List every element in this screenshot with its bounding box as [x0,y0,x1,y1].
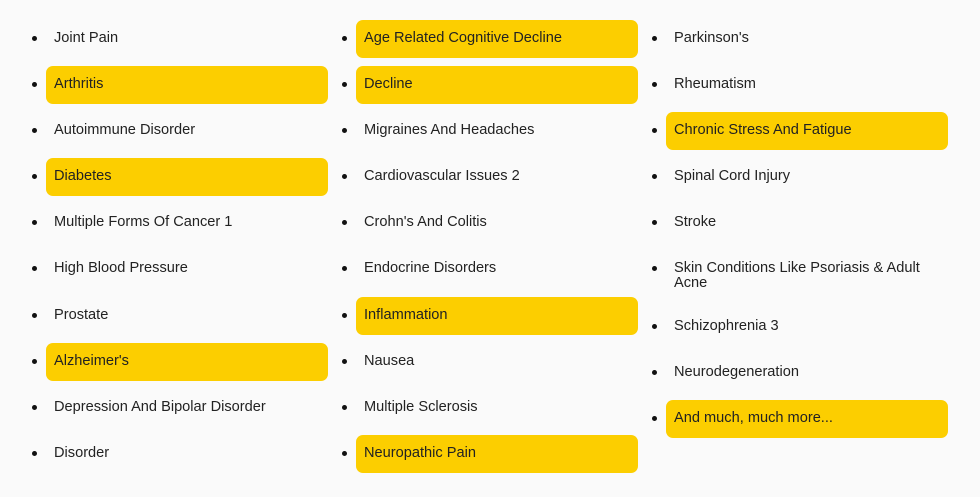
bullet-icon [342,313,347,318]
bullet-icon [342,36,347,41]
list-item-label: Age Related Cognitive Decline [364,30,562,46]
bullet-icon [342,220,347,225]
list-item [356,158,638,196]
list-item [356,112,638,150]
list-item [666,158,948,196]
bullet-icon [652,128,657,133]
bullet-icon [342,174,347,179]
bullet-icon [652,174,657,179]
list-item-label: Multiple Sclerosis [364,398,478,415]
bullet-icon [32,82,37,87]
list-item-label: Arthritis [54,76,104,93]
highlighted-list-item [356,297,638,335]
bullet-icon [342,359,347,364]
list-item-label: Multiple Forms Of Cancer 1 [54,214,233,231]
bullet-icon [652,82,657,87]
list-item [356,389,638,427]
bullet-icon [652,220,657,225]
list-item [666,204,948,242]
list-item-label: And much, much more... [674,409,833,426]
highlighted-list-item [46,66,328,104]
highlighted-list-item [356,66,638,104]
list-item-label: Joint Pain [54,30,119,46]
list-item-label: Inflammation [364,306,448,323]
list-item [666,20,948,58]
bullet-icon [32,313,37,318]
list-item-label: Alzheimer's [54,352,129,369]
list-item [356,343,638,381]
bullet-icon [342,266,347,271]
list-item-label: Decline [364,76,413,93]
list-item-label: Neurodegeneration [674,363,799,380]
highlighted-list-item [46,158,328,196]
list-item-label: Spinal Cord Injury [674,168,790,185]
list-item-label: Crohn's And Colitis [364,214,487,231]
bullet-icon [32,220,37,225]
list-item [46,389,328,427]
list-item-label: Chronic Stress And Fatigue [674,122,852,139]
highlighted-list-item [666,112,948,150]
bullet-icon [342,451,347,456]
highlighted-list-item [666,400,948,438]
bullet-icon [32,266,37,271]
list-item-label: Prostate [54,306,109,323]
bullet-icon [652,416,657,421]
bullet-icon [342,128,347,133]
bullet-icon [32,405,37,410]
list-item-label: Disorder [54,444,110,461]
condition-list-column-2 [356,20,638,481]
highlighted-list-item [46,343,328,381]
list-item-label: Depression And Bipolar Disorder [54,398,266,415]
list-item [356,204,638,242]
bullet-icon [32,128,37,133]
list-item [666,66,948,104]
highlighted-list-item [356,20,638,58]
list-item [46,250,328,288]
list-item-label: Skin Conditions Like Psoriasis & Adult Acne [674,260,920,292]
bullet-icon [652,266,657,271]
list-item-label: Neuropathic Pain [364,444,476,461]
list-item [666,250,948,299]
bullet-icon [32,359,37,364]
list-item [356,250,638,288]
bullet-icon [342,82,347,87]
highlighted-list-item [356,435,638,473]
list-item [46,297,328,335]
bullet-icon [32,36,37,41]
list-item [666,308,948,346]
bullet-icon [652,324,657,329]
bullet-icon [652,370,657,375]
bullet-icon [32,451,37,456]
list-item-label: Parkinson's [674,30,749,46]
list-item-label: Migraines And Headaches [364,122,535,139]
list-item-label: Autoimmune Disorder [54,122,196,139]
list-item-label: High Blood Pressure [54,260,188,277]
bullet-icon [652,36,657,41]
list-item-label: Diabetes [54,168,112,185]
list-item-label: Stroke [674,214,717,231]
condition-list-column-1 [46,20,328,481]
condition-list-column-3 [666,20,948,446]
list-item [46,435,328,473]
list-item-label: Cardiovascular Issues 2 [364,168,520,185]
list-item-label: Nausea [364,352,415,369]
bullet-icon [342,405,347,410]
list-item [666,354,948,392]
bullet-icon [32,174,37,179]
list-item [46,112,328,150]
list-item [46,20,328,58]
list-item [46,204,328,242]
list-item-label: Rheumatism [674,76,756,93]
list-item-label: Endocrine Disorders [364,260,497,277]
list-item-label: Schizophrenia 3 [674,317,779,334]
